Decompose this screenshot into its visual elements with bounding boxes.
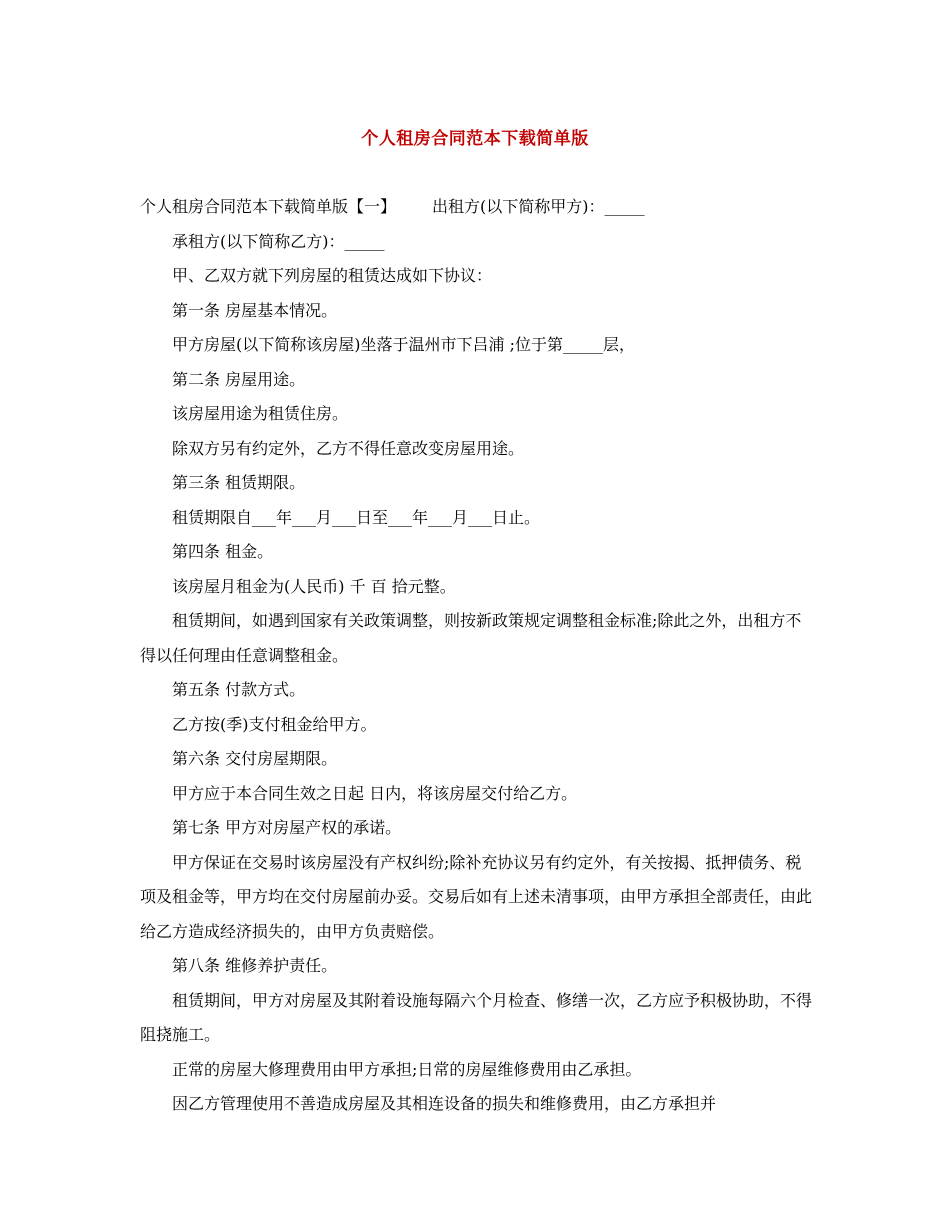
clause-heading: 第一条 房屋基本情况。: [172, 300, 338, 320]
paragraph: 正常的房屋大修理费用由甲方承担;日常的房屋维修费用由乙承担。: [172, 1059, 642, 1079]
clause-heading: 第八条 维修养护责任。: [172, 956, 338, 975]
document-body: [140, 190, 812, 1122]
paragraph: 甲、乙双方就下列房屋的租赁达成如下协议：: [172, 266, 493, 285]
clause-heading: 第七条 甲方对房屋产权的承诺。: [172, 818, 402, 837]
section-heading: 个人租房合同范本下载简单版【一】: [140, 197, 397, 216]
paragraph: 除双方另有约定外，乙方不得任意改变房屋用途。: [172, 438, 525, 458]
paragraph: 该房屋用途为租赁住房。: [172, 404, 349, 423]
lessor-line: 出租方(以下简称甲方)：_____: [432, 197, 645, 216]
paragraph: 甲方应于本合同生效之日起 日内，将该房屋交付给乙方。: [172, 783, 578, 803]
first-paragraph: [140, 190, 812, 225]
paragraph: 该房屋月租金为(人民币) 千 百 拾元整。: [172, 576, 456, 596]
clause-heading: 第六条 交付房屋期限。: [172, 749, 338, 768]
paragraph: 甲方房屋(以下简称该房屋)坐落于温州市下吕浦 ;位于第_____层，: [172, 335, 635, 354]
clause-heading: 第五条 付款方式。: [172, 680, 306, 699]
paragraph: 租赁期间，甲方对房屋及其附着设施每隔六个月检查、修缮一次，乙方应予积极协助，不得阻挠施工。: [140, 990, 813, 1044]
paragraph: 租赁期限自___年___月___日至___年___月___日止。: [172, 507, 541, 527]
paragraph: 承租方(以下简称乙方)：_____: [172, 231, 385, 251]
paragraph: 乙方按(季)支付租金给甲方。: [172, 714, 377, 734]
clause-heading: 第三条 租赁期限。: [172, 473, 306, 492]
document-title: 个人租房合同范本下载简单版: [361, 129, 589, 149]
clause-heading: 第四条 租金。: [172, 542, 274, 561]
clause-heading: 第二条 房屋用途。: [172, 369, 306, 389]
paragraph: 甲方保证在交易时该房屋没有产权纠纷;除补充协议另有约定外，有关按揭、抵押债务、税项及租金等，甲方均在交付房屋前办妥。交易后如有上述未清事项，由甲方承担全部责任，由此给乙方造成经济损失的，由甲方负责赔偿。: [140, 852, 813, 941]
paragraph: 租赁期间，如遇到国家有关政策调整，则按新政策规定调整租金标准;除此之外，出租方不得以任何理由任意调整租金。: [140, 611, 802, 665]
paragraph: 因乙方管理使用不善造成房屋及其相连设备的损失和维修费用，由乙方承担并: [172, 1094, 717, 1113]
